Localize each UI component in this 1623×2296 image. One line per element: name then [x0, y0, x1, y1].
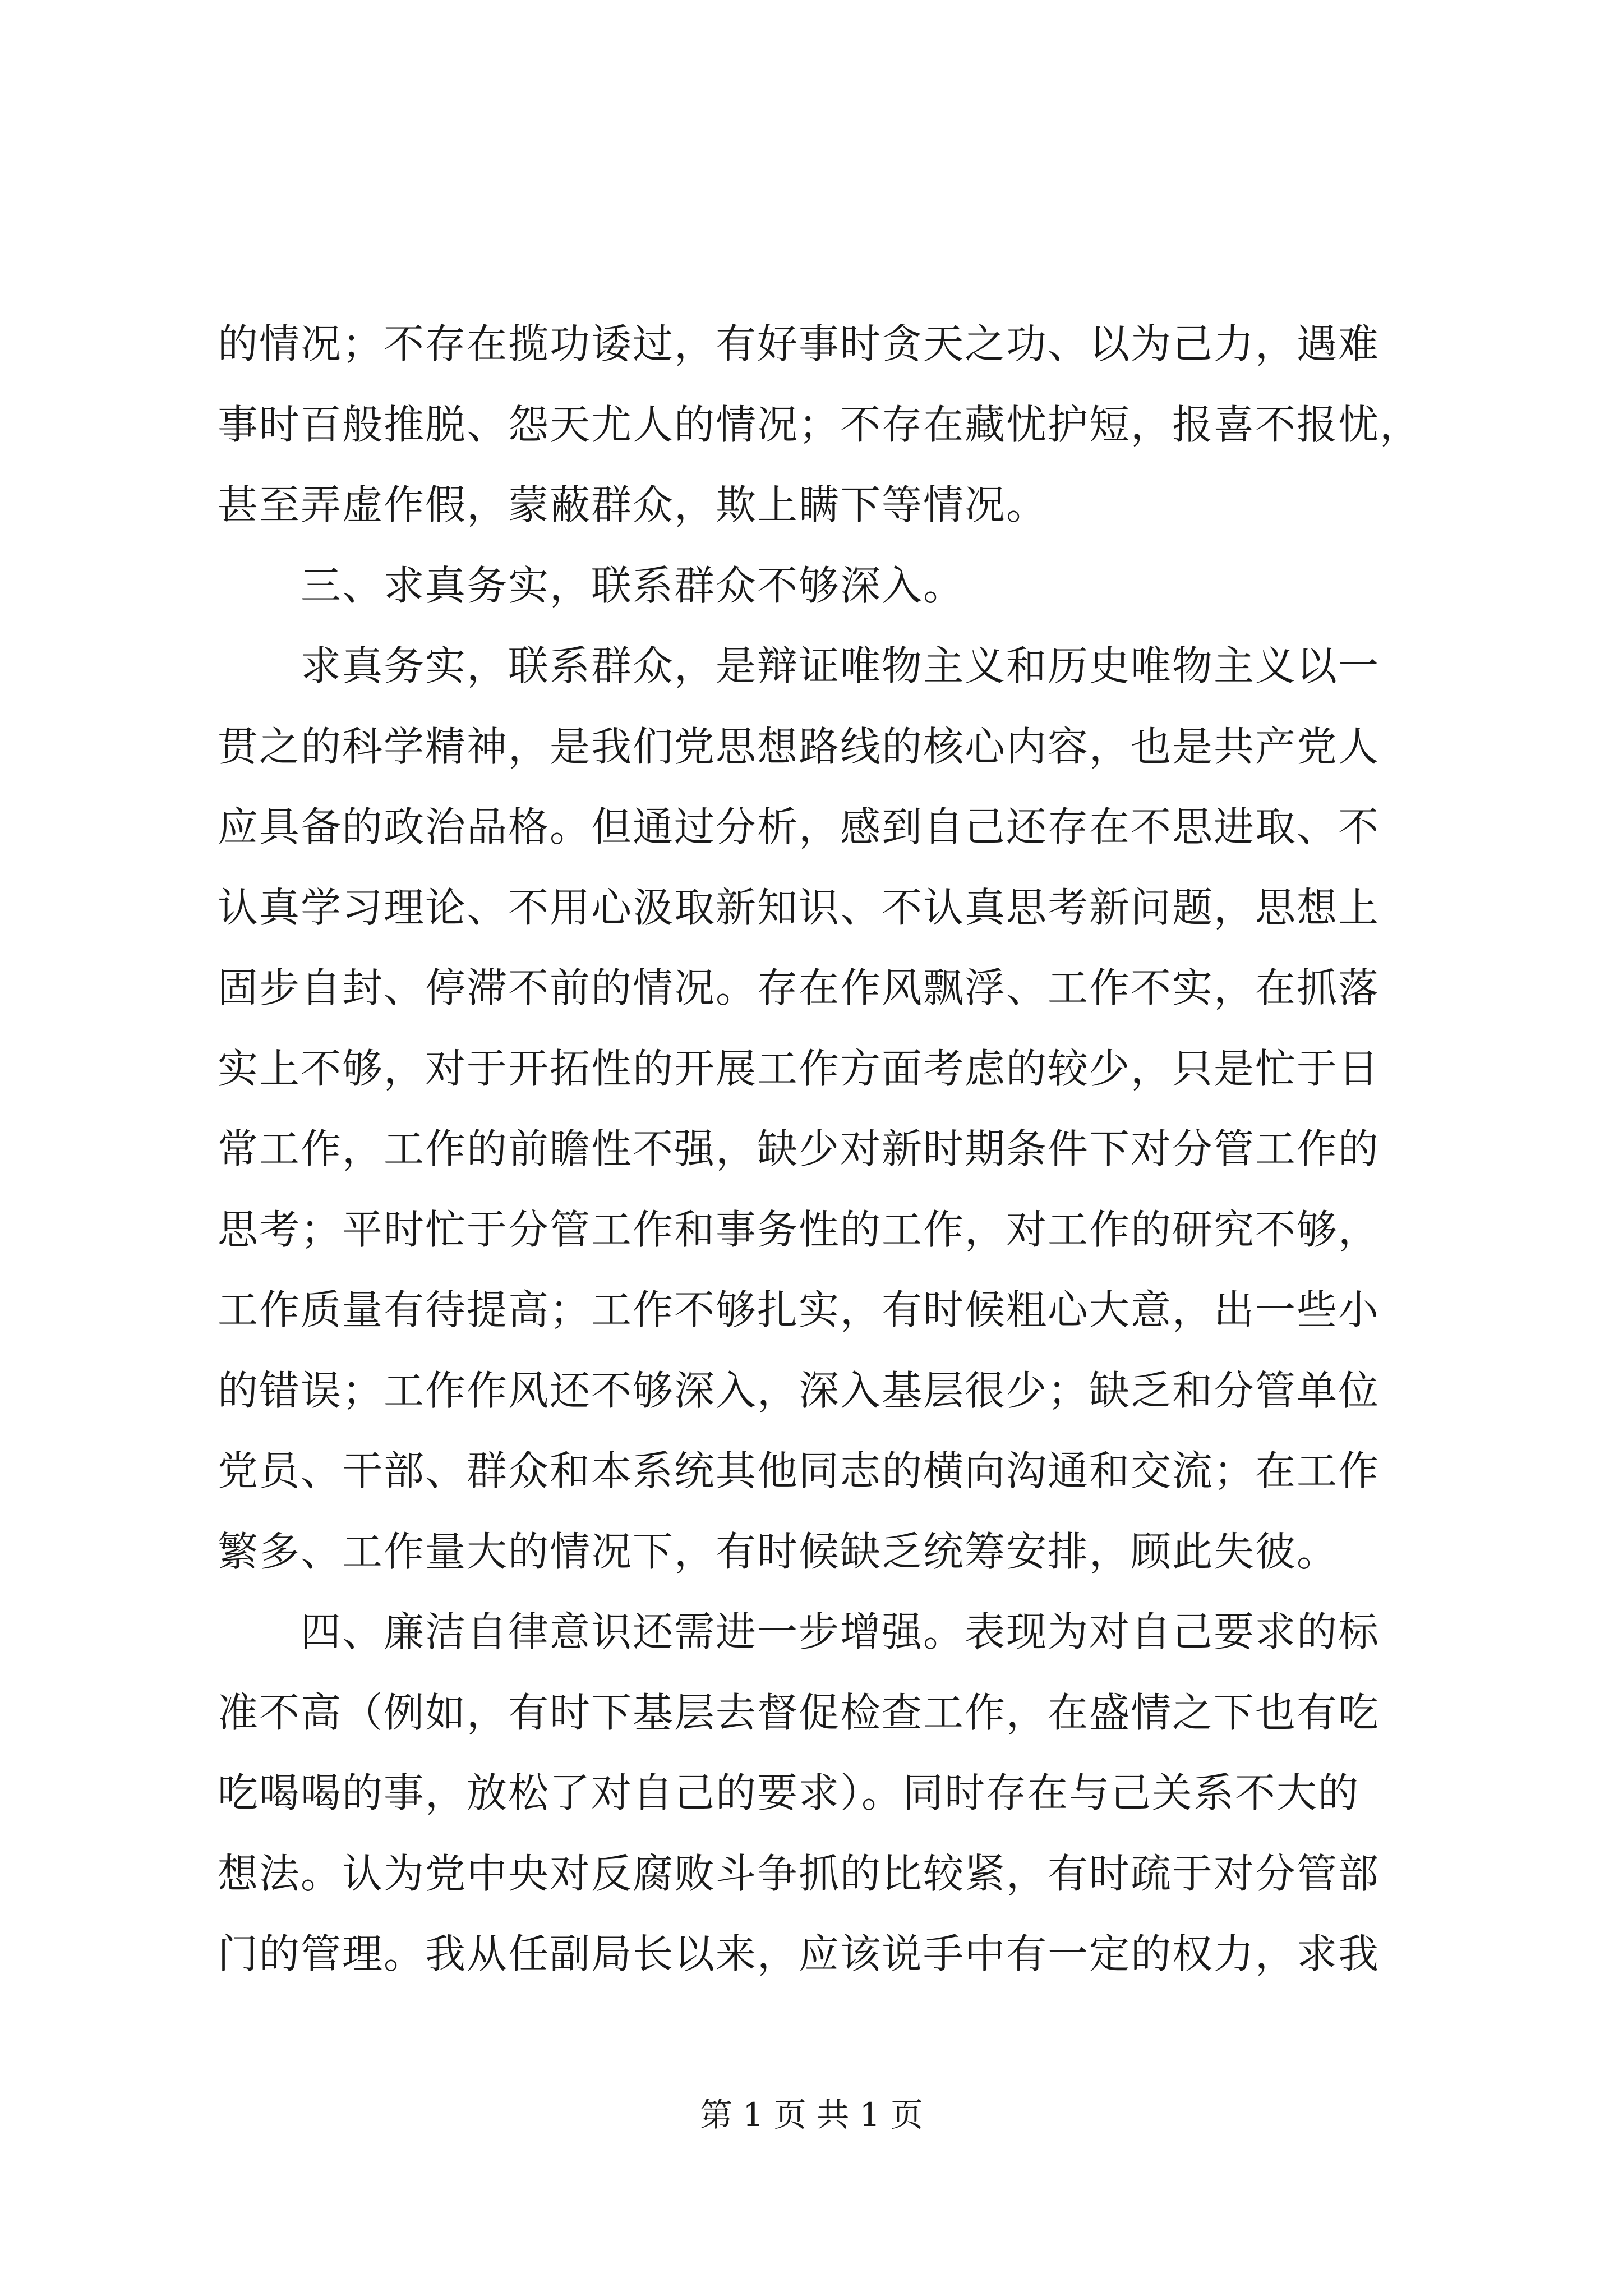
body-line: 贯之的科学精神，是我们党思想路线的核心内容，也是共产党人	[218, 723, 1380, 770]
body-line: 准不高（例如，有时下基层去督促检查工作，在盛情之下也有吃	[218, 1689, 1380, 1736]
body-line: 吃喝喝的事，放松了对自己的要求）。同时存在与己关系不大的	[218, 1769, 1360, 1816]
body-line: 党员、干部、群众和本系统其他同志的横向沟通和交流；在工作	[218, 1447, 1380, 1494]
body-line: 工作质量有待提高；工作不够扎实，有时候粗心大意，出一些小	[218, 1286, 1380, 1333]
body-line: 门的管理。我从任副局长以来，应该说手中有一定的权力，求我	[218, 1930, 1380, 1977]
section-heading: 三、求真务实，联系群众不够深入。	[218, 562, 965, 609]
body-line: 想法。认为党中央对反腐败斗争抓的比较紧，有时疏于对分管部	[218, 1850, 1380, 1897]
body-line: 应具备的政治品格。但通过分析，感到自己还存在不思进取、不	[218, 803, 1380, 850]
body-line: 求真务实，联系群众，是辩证唯物主义和历史唯物主义以一	[218, 642, 1380, 689]
body-line: 事时百般推脱、怨天尤人的情况；不存在藏忧护短，报喜不报忧，	[218, 401, 1422, 448]
body-line: 的情况；不存在揽功诿过，有好事时贪天之功、以为己力，遇难	[218, 320, 1380, 367]
body-line: 思考；平时忙于分管工作和事务性的工作，对工作的研究不够，	[218, 1206, 1380, 1253]
body-line: 认真学习理论、不用心汲取新知识、不认真思考新问题，思想上	[218, 884, 1380, 931]
body-line: 繁多、工作量大的情况下，有时候缺乏统筹安排，顾此失彼。	[218, 1528, 1339, 1575]
page-number-footer: 第 1 页 共 1 页	[700, 2096, 923, 2134]
section-heading: 四、廉洁自律意识还需进一步增强。表现为对自己要求的标	[218, 1608, 1380, 1655]
body-line: 实上不够，对于开拓性的开展工作方面考虑的较少，只是忙于日	[218, 1045, 1380, 1092]
body-line: 的错误；工作作风还不够深入，深入基层很少；缺乏和分管单位	[218, 1367, 1380, 1414]
body-line: 常工作，工作的前瞻性不强，缺少对新时期条件下对分管工作的	[218, 1125, 1380, 1172]
body-line: 甚至弄虚作假，蒙蔽群众，欺上瞒下等情况。	[218, 481, 1048, 528]
body-line: 固步自封、停滞不前的情况。存在作风飘浮、工作不实，在抓落	[218, 964, 1380, 1011]
